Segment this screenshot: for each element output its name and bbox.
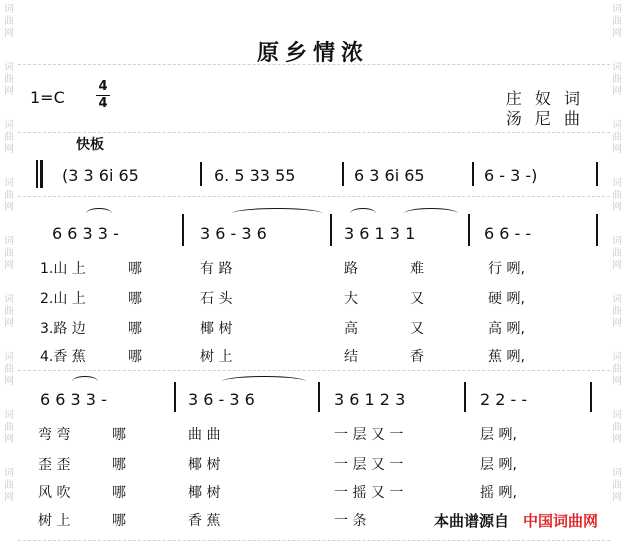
watermark-left: 词曲网 词曲网 词曲网 词曲网 词曲网 词曲网 词曲网 词曲网 词曲网 <box>4 4 14 503</box>
verse4-lyric: 哪 <box>112 513 126 529</box>
verse4-lyric: 结 <box>344 349 358 365</box>
verse1-lyric: 弯 弯 <box>38 427 71 443</box>
slur <box>72 376 98 387</box>
barline <box>468 214 470 246</box>
slur <box>232 208 322 219</box>
line2-measure-2: 3 6 - 3 6 <box>188 390 255 409</box>
verse4-lyric: 树 上 <box>200 349 233 365</box>
verse3-lyric: 3.路 边 <box>40 321 86 337</box>
line2-measure-3: 3 6 1 2 3 <box>334 390 406 409</box>
verse3-lyric: 又 <box>410 321 424 337</box>
verse1-lyric: 路 <box>344 261 358 277</box>
line1-measure-4: 6 6 - - <box>484 224 532 243</box>
line2-measure-4: 2 2 - - <box>480 390 528 409</box>
verse2-lyric: 椰 树 <box>188 457 221 473</box>
source-site-link[interactable]: 中国词曲网 <box>522 512 598 530</box>
slur <box>350 208 376 219</box>
verse3-lyric: 椰 树 <box>200 321 233 337</box>
verse4-lyric: 哪 <box>128 349 142 365</box>
verse3-lyric: 椰 树 <box>188 485 221 501</box>
barline <box>330 214 332 246</box>
intro-measure-1: (3 3 6i 65 <box>62 166 139 185</box>
verse1-lyric: 难 <box>410 261 424 277</box>
barline <box>596 162 598 186</box>
barline <box>200 162 202 186</box>
verse4-lyric: 香 蕉 <box>188 513 221 529</box>
slur <box>222 376 306 387</box>
key-signature: 1=C <box>30 88 65 107</box>
verse2-lyric: 大 <box>344 291 358 307</box>
barline <box>318 382 320 412</box>
verse4-lyric: 蕉 咧, <box>488 349 525 365</box>
barline <box>472 162 474 186</box>
time-signature <box>96 80 110 111</box>
verse2-lyric: 层 咧, <box>480 457 517 473</box>
time-signature-top: 4 <box>98 79 108 94</box>
verse3-lyric: 风 吹 <box>38 485 71 501</box>
verse4-lyric: 一 条 <box>334 513 367 529</box>
verse2-lyric: 又 <box>410 291 424 307</box>
verse3-lyric: 高 咧, <box>488 321 525 337</box>
verse3-lyric: 哪 <box>112 485 126 501</box>
source-label: 本曲谱源自 <box>433 512 509 530</box>
verse4-lyric: 4.香 蕉 <box>40 349 86 365</box>
guide-line <box>18 370 610 371</box>
verse2-lyric: 哪 <box>112 457 126 473</box>
verse2-lyric: 哪 <box>128 291 142 307</box>
verse1-lyric: 一 层 又 一 <box>334 427 404 443</box>
slur <box>86 208 112 219</box>
verse1-lyric: 层 咧, <box>480 427 517 443</box>
repeat-barline <box>36 160 38 188</box>
verse2-lyric: 硬 咧, <box>488 291 525 307</box>
source-footer <box>434 510 598 531</box>
verse3-lyric: 高 <box>344 321 358 337</box>
intro-measure-4: 6 - 3 -) <box>484 166 538 185</box>
verse1-lyric: 曲 曲 <box>188 427 221 443</box>
tempo-marking: 快板 <box>76 137 104 153</box>
barline <box>182 214 184 246</box>
line2-measure-1: 6 6 3 3 - <box>40 390 107 409</box>
verse1-lyric: 有 路 <box>200 261 233 277</box>
verse2-lyric: 石 头 <box>200 291 233 307</box>
verse3-lyric: 哪 <box>128 321 142 337</box>
barline <box>174 382 176 412</box>
time-signature-bottom: 4 <box>98 96 108 111</box>
line1-measure-2: 3 6 - 3 6 <box>200 224 267 243</box>
verse3-lyric: 摇 咧, <box>480 485 517 501</box>
verse1-lyric: 1.山 上 <box>40 261 86 277</box>
verse1-lyric: 哪 <box>128 261 142 277</box>
intro-measure-2: 6. 5 33 55 <box>214 166 296 185</box>
watermark-right: 词曲网 词曲网 词曲网 词曲网 词曲网 词曲网 词曲网 词曲网 词曲网 <box>612 4 622 503</box>
barline <box>590 382 592 412</box>
barline <box>596 214 598 246</box>
verse2-lyric: 一 层 又 一 <box>334 457 404 473</box>
verse4-lyric: 香 <box>410 349 424 365</box>
barline <box>464 382 466 412</box>
repeat-barline-thick <box>40 160 43 188</box>
line1-measure-1: 6 6 3 3 - <box>52 224 119 243</box>
verse1-lyric: 行 咧, <box>488 261 525 277</box>
page-title: 原乡情浓 <box>256 41 369 66</box>
line1-measure-3: 3 6 1 3 1 <box>344 224 416 243</box>
barline <box>342 162 344 186</box>
guide-line <box>18 196 610 197</box>
verse4-lyric: 树 上 <box>38 513 71 529</box>
lyricist-credit: 庄 奴 词 <box>505 89 584 108</box>
guide-line <box>18 132 610 133</box>
guide-line <box>18 540 610 541</box>
verse1-lyric: 哪 <box>112 427 126 443</box>
composer-credit: 汤 尼 曲 <box>505 109 584 128</box>
verse3-lyric: 一 摇 又 一 <box>334 485 404 501</box>
slur <box>404 208 458 219</box>
intro-measure-3: 6 3 6i 65 <box>354 166 425 185</box>
verse2-lyric: 2.山 上 <box>40 291 86 307</box>
verse2-lyric: 歪 歪 <box>38 457 71 473</box>
